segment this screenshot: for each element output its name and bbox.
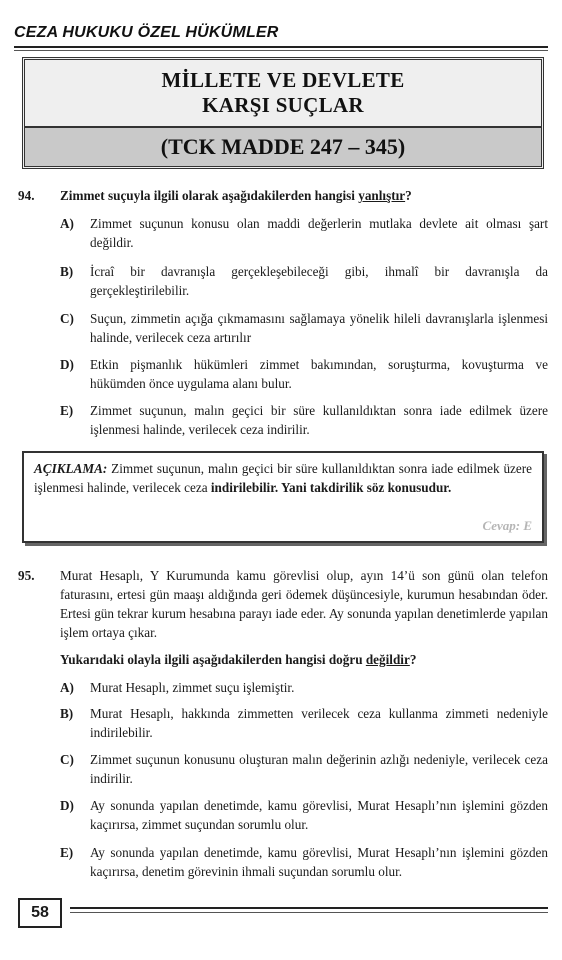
explanation-box xyxy=(22,451,544,543)
question-stem-end: ? xyxy=(409,652,417,667)
question-number: 95. xyxy=(18,568,35,583)
option-label: A) xyxy=(60,680,74,695)
question-stem-emphasis: yanlıştır xyxy=(358,188,406,203)
option-label: E) xyxy=(60,403,74,418)
answer-key: Cevap: E xyxy=(482,518,532,533)
section-title-line2: KARŞI SUÇLAR xyxy=(202,93,364,117)
option-a xyxy=(60,678,548,697)
option-label: B) xyxy=(60,264,74,279)
option-text: Murat Hesaplı, zimmet suçu işlemiştir. xyxy=(90,680,295,695)
section-article-text: (TCK MADDE 247 – 345) xyxy=(160,134,406,159)
explanation-label: AÇIKLAMA: xyxy=(34,461,108,476)
option-d xyxy=(60,796,548,834)
option-text: İcraî bir davranışla gerçekleşebileceği gibi, ihmalî bir davranışla da gerçekleştirilebilir. xyxy=(90,264,548,298)
footer-rule xyxy=(70,907,548,909)
explanation-emphasis: indirilebilir. Yani takdirilik söz konusudur. xyxy=(210,480,452,495)
option-c xyxy=(60,750,548,788)
option-b xyxy=(60,704,548,742)
option-a xyxy=(60,214,548,252)
section-title-line1: MİLLETE VE DEVLETE xyxy=(161,68,405,92)
option-label: D) xyxy=(60,798,74,813)
question-95 xyxy=(18,566,548,646)
section-title xyxy=(25,60,541,128)
question-scenario: Murat Hesaplı, Y Kurumunda kamu görevlisi olup, ayın 14’ü son günü olan telefon faturasını, ertesi gün maaşı aldığında geri ödemek düşüncesiyle, kurumun hesabından öder. Ertesi gün tekrar kurum hesabına parayı iade eder. Ay sonunda yapılan denetimlerde yapılan işlem ortaya çıkar. xyxy=(60,568,548,640)
option-d xyxy=(60,355,548,393)
question-stem-text: Yukarıdaki olayla ilgili aşağıdakilerden hangisi doğru xyxy=(60,652,366,667)
option-label: E) xyxy=(60,845,74,860)
option-e xyxy=(60,401,548,439)
section-title-box xyxy=(22,57,544,169)
page-number-text: 58 xyxy=(31,904,49,921)
question-stem-emphasis: değildir xyxy=(365,652,410,667)
option-label: A) xyxy=(60,216,74,231)
option-text: Ay sonunda yapılan denetimde, kamu görevlisi, Murat Hesaplı’nın işlemini gözden kaçırırsa, denetim görevinin ihmali suçundan sorumlu olur. xyxy=(90,845,548,879)
option-c xyxy=(60,309,548,347)
question-stem-text: Zimmet suçuyla ilgili olarak aşağıdakilerden hangisi xyxy=(60,188,359,203)
option-text: Etkin pişmanlık hükümleri zimmet bakımından, soruşturma, kovuşturma ve hükümden önce uygulama alanı bulur. xyxy=(90,357,548,391)
option-label: C) xyxy=(60,752,74,767)
question-stem-end: ? xyxy=(405,188,412,203)
question-stem xyxy=(60,186,548,205)
option-e xyxy=(60,843,548,881)
running-header: CEZA HUKUKU ÖZEL HÜKÜMLER xyxy=(14,24,279,41)
header-rule xyxy=(14,46,548,48)
question-stem xyxy=(60,650,548,669)
footer-rule-thin xyxy=(70,912,548,913)
option-text: Zimmet suçunun konusunu oluşturan malın değerinin azlığı nedeniyle, verilecek ceza indirilir. xyxy=(90,752,548,786)
option-text: Suçun, zimmetin açığa çıkmamasını sağlamaya yönelik hileli davranışlarla işlenmesi halinde, verilecek ceza artırılır xyxy=(90,311,548,345)
question-95-stem xyxy=(18,650,548,670)
question-number: 94. xyxy=(18,188,35,203)
option-label: C) xyxy=(60,311,74,326)
section-article-range xyxy=(25,128,541,166)
question-94 xyxy=(18,186,548,206)
option-b xyxy=(60,262,548,300)
option-text: Ay sonunda yapılan denetimde, kamu görevlisi, Murat Hesaplı’nın işlemini gözden kaçırırsa, zimmet suçundan sorumlu olur. xyxy=(90,798,548,832)
header-rule-thin xyxy=(14,50,548,51)
option-text: Zimmet suçunun, malın geçici bir süre kullanıldıktan sonra iade edilmek üzere işlenmesi halinde, verilecek ceza indirilir. xyxy=(90,403,548,437)
option-text: Zimmet suçunun konusu olan maddi değerlerin mutlaka devlete ait olması şart değildir. xyxy=(90,216,548,250)
page-number xyxy=(18,898,62,928)
option-text: Murat Hesaplı, hakkında zimmetten verilecek ceza kullanma zimmeti nedeniyle indirilebilir. xyxy=(90,706,548,740)
option-label: B) xyxy=(60,706,74,721)
explanation-text: Zimmet suçunun, malın geçici bir süre kullanıldıktan sonra iade edilmek üzere işlenmesi halinde, verilecek ceza xyxy=(34,461,532,495)
option-label: D) xyxy=(60,357,74,372)
